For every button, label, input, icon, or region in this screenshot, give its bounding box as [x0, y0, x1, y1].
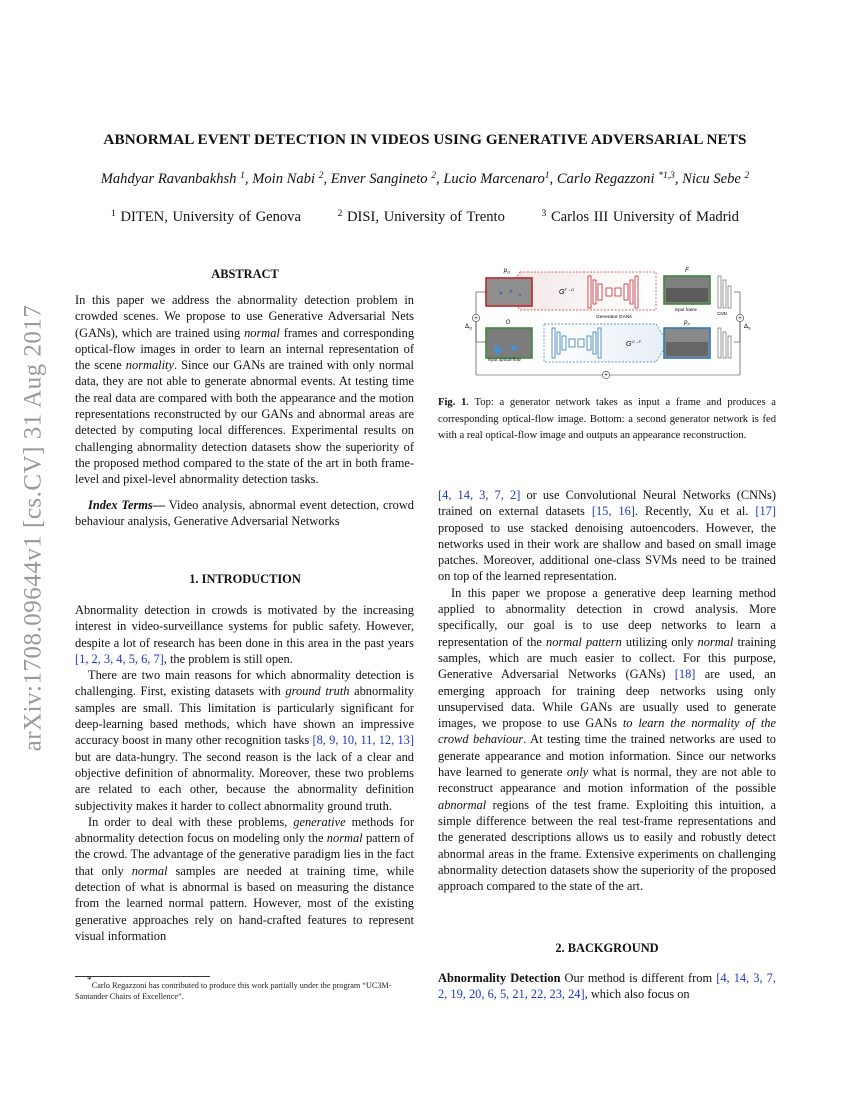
- footnote-rule: [75, 976, 210, 977]
- author-list: Mahdyar Ravanbakhsh $^1$, Moin Nabi $^2$, Enver Sangineto $^2$, Lucio Marcenaro$^1$, Carlo Regazzoni $^{*1,3}$, Nicu Sebe $^2$: [100, 171, 750, 187]
- citation-link[interactable]: [15, 16]: [591, 504, 635, 519]
- author: Lucio Marcenaro$^1$: [443, 171, 550, 187]
- footnote: *Carlo Regazzoni has contributed to produce this work partially under the program “UC3M-Santander Chairs of Excellence”.: [75, 976, 392, 1001]
- label-generator-gans: Generator GANs: [596, 315, 632, 320]
- svg-text:+: +: [738, 316, 742, 322]
- citation-link[interactable]: [4, 14, 3, 7, 2]: [438, 488, 521, 502]
- cnn-block: [718, 276, 731, 308]
- abstract-heading: ABSTRACT: [211, 267, 279, 281]
- affiliation: $^1$ DITEN, University of Genova: [111, 209, 301, 225]
- author: Enver Sangineto $^2$: [330, 171, 437, 187]
- paper-title: ABNORMAL EVENT DETECTION IN VIDEOS USING GENERATIVE ADVERSARIAL NETS: [103, 131, 747, 148]
- index-terms: Index Terms— Video analysis, abnormal event detection, crowd behaviour analysis, Generative Adversarial Networks: [75, 497, 414, 528]
- body-paragraph: In this paper we propose a generative deep learning method applied to abnormality detection in crowd analysis. More specifically, our goal is to use deep networks to learn a representation of the normal pattern utilizing only normal training samples, which are much easier to collect. For this purpose, Generative Adversarial Networks (GANs) [18] are used, an emerging approach for training deep networks using only unsupervised data. While GANs are usually used to generate images, we propose to use GANs to learn the normality of the crowd behaviour. At testing time the trained networks are used to generate appearance and motion information. Since our networks have learned to generate only what is normal, they are not able to reconstruct appearance and motion information of the possible abnormal regions of the test frame. Exploiting this intuition, a simple difference between the real test-frame representations and the generated descriptions allows us to easily and robustly detect abnormal areas in the frame. Extensive experiments on challenging abnormality detection datasets show the superiority of the proposed approach compared to the state of the art.: [438, 585, 777, 894]
- label-pO: $p_O$: [503, 268, 511, 275]
- affiliation: $^3$ Carlos III University of Madrid: [541, 209, 739, 225]
- author: Carlo Regazzoni $^{*1,3}$: [556, 171, 675, 187]
- body-paragraph: Abnormality Detection Our method is different from [4, 14, 3, 7, 2, 19, 20, 6, 5, 21, 22, 23, 24], which also focus on: [438, 971, 776, 1002]
- cnn-block-bottom: [718, 328, 731, 358]
- svg-text:+: +: [474, 316, 478, 322]
- background-heading: 2. BACKGROUND: [555, 941, 659, 955]
- right-column-body: [438, 487, 776, 894]
- label-F: F: [685, 268, 689, 274]
- label-gen-bottom: $G^{O\to F}$: [626, 339, 642, 348]
- label-input-frame: input frame: [675, 307, 697, 312]
- intro-paragraph: Abnormality detection in crowds is motivated by the increasing interest in video-surveillance systems for public safety. However, despite a lot of research has been done in this area in the past years [1, 2, 3, 4, 5, 6, 7], the problem is still open.: [75, 603, 414, 666]
- label-input-flow: input optical-flow: [488, 357, 521, 362]
- predicted-flow-image: [486, 278, 532, 306]
- label-delta-o: $\Delta_O$: [465, 324, 473, 331]
- figure-caption: Fig. 1. Top: a generator network takes as input a frame and produces a corresponding optical-flow image. Bottom: a second generator network is fed with a real optical-flow image and outputs an appearance reconstruction.: [438, 397, 776, 441]
- citation-link[interactable]: [17]: [755, 504, 776, 519]
- background-body: [438, 970, 776, 1003]
- label-cnn: CNN: [717, 311, 727, 316]
- arxiv-id: arXiv:1708.09644v1 [cs.CV] 31 Aug 2017: [19, 304, 46, 752]
- label-gen-top: $G^{F\to O}$: [559, 287, 575, 296]
- affiliation: $^2$ DISI, University of Trento: [337, 209, 505, 225]
- affiliation-list: [40, 209, 810, 226]
- label-pF: $p_F$: [684, 320, 690, 327]
- citation-link[interactable]: [18]: [674, 667, 696, 682]
- arxiv-sidebar-stamp: [10, 288, 56, 768]
- abstract-body: [75, 292, 414, 529]
- intro-heading: 1. INTRODUCTION: [189, 572, 301, 586]
- figure-diagram: [456, 262, 756, 384]
- abstract-text: In this paper we address the abnormality detection problem in crowded scenes. We propose to use Generative Adversarial Nets (GANs), which are trained using normal frames and corresponding optical-flow images in order to learn an internal representation of the scene normality. Since our GANs are trained with only normal data, they are not able to generate abnormal events. At testing time the real data are compared with both the appearance and the motion representations reconstructed by our GANs and abnormal areas are detected by computing local differences. Experimental results on challenging abnormality detection datasets show the superiority of the proposed method compared to the state of the art in both frame-level and pixel-level abnormality detection tasks.: [75, 293, 415, 487]
- intro-paragraph: There are two main reasons for which abnormality detection is challenging. First, existing datasets with ground truth abnormality samples are small. This limitation is particularly significant for deep-learning based methods, which have shown an impressive accuracy boost in many other recognition tasks [8, 9, 10, 11, 12, 13] but are data-hungry. The second reason is the lack of a clear and objective definition of abnormality. Moreover, these two problems are related to each other, because the abnormality definition subjectivity makes it harder to collect abnormality ground truth.: [75, 668, 414, 813]
- label-O: O: [505, 320, 511, 326]
- intro-body: [75, 602, 414, 944]
- intro-paragraph: In order to deal with these problems, generative methods for abnormality detection focus on modeling only the normal pattern of the crowd. The advantage of the generative paradigm lies in the fact that only normal samples are needed at training time, while detection of what is abnormal is based on measuring the distance from the learned normal pattern. However, most of the existing generative approaches rely on hand-crafted features to represent visual information: [75, 814, 414, 943]
- label-delta-s: $\Delta_S$: [744, 324, 751, 331]
- citation-link[interactable]: [4, 14, 3, 7, 2, 19, 20, 6, 5, 21, 22, 23, 24]: [438, 971, 776, 1002]
- body-paragraph: [4, 14, 3, 7, 2] or use Convolutional Neural Networks (CNNs) trained on external datasets [15, 16]. Recently, Xu et al. [17] proposed to use stacked denoising autoencoders. However, the networks used in their work are shallow and based on small image patches. Moreover, additional one-class SVMs need to be trained on top of the learned representation.: [438, 488, 776, 584]
- author: Nicu Sebe $^2$: [682, 171, 750, 187]
- citation-link[interactable]: [8, 9, 10, 11, 12, 13]: [312, 733, 414, 748]
- svg-text:+: +: [604, 373, 608, 379]
- input-optical-flow-image: [486, 328, 532, 358]
- author: Mahdyar Ravanbakhsh $^1$: [100, 171, 245, 187]
- author: Moin Nabi $^2$: [252, 171, 324, 187]
- citation-link[interactable]: [1, 2, 3, 4, 5, 6, 7]: [75, 651, 164, 666]
